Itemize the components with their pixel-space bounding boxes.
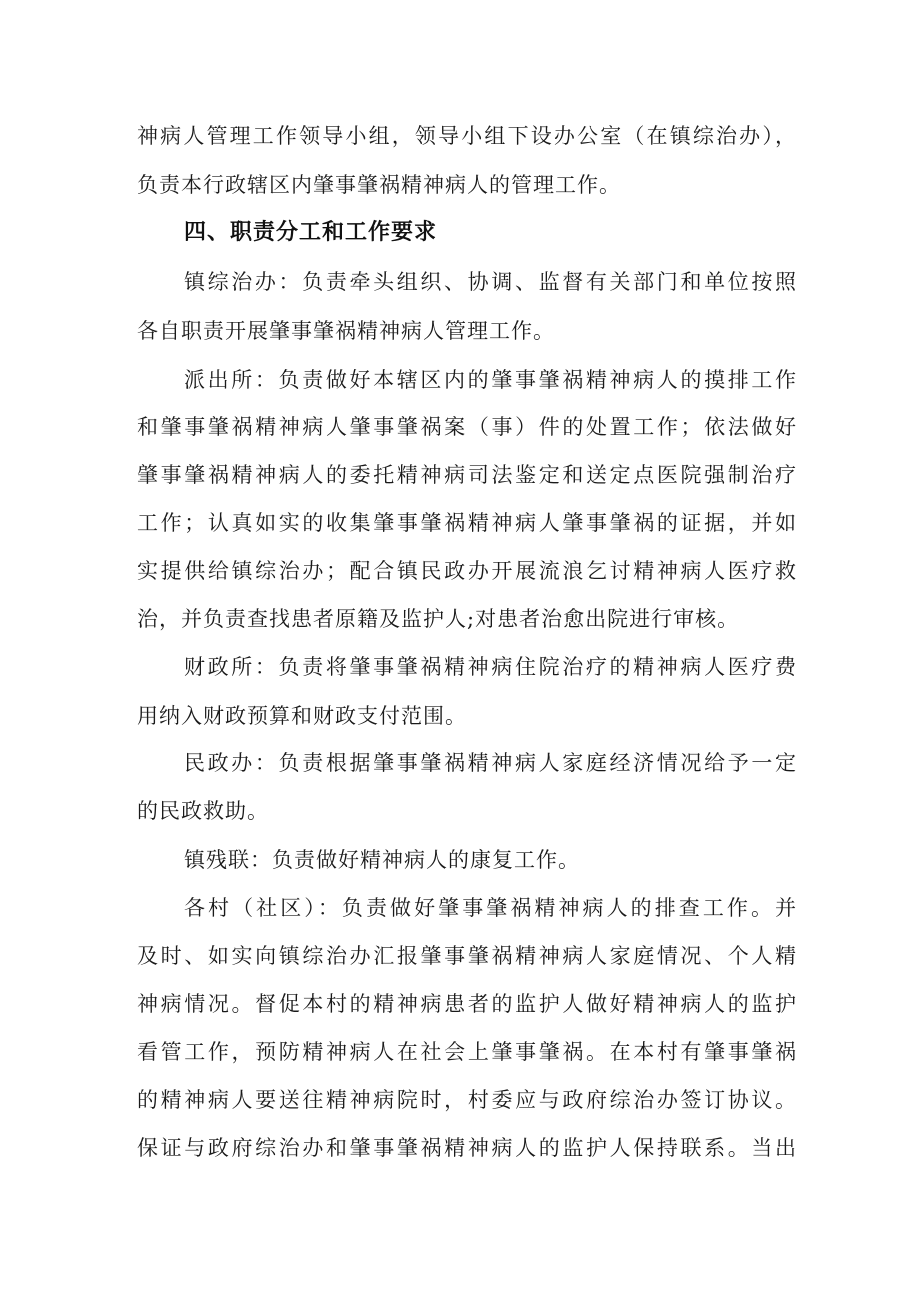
paragraph-4-line-2: 的民政救助。 (137, 799, 269, 823)
section-heading: 四、职责分工和工作要求 (184, 220, 438, 245)
intro-line-2: 负责本行政辖区内肇事肇祸精神病人的管理工作。 (137, 173, 621, 197)
paragraph-2-line-2: 和肇事肇祸精神病人肇事肇祸案（事）件的处置工作；依法做好 (137, 415, 797, 439)
paragraph-2-line-3: 肇事肇祸精神病人的委托精神病司法鉴定和送定点医院强制治疗 (137, 463, 797, 487)
paragraph-6-line-4: 看管工作，预防精神病人在社会上肇事肇祸。在本村有肇事肇祸 (137, 1040, 797, 1064)
paragraph-6-line-5: 的精神病人要送往精神病院时，村委应与政府综治办签订协议。 (137, 1088, 797, 1112)
paragraph-2-line-5: 实提供给镇综治办；配合镇民政办开展流浪乞讨精神病人医疗救 (137, 559, 797, 583)
paragraph-3-line-2: 用纳入财政预算和财政支付范围。 (137, 704, 467, 728)
intro-line-1: 神病人管理工作领导小组，领导小组下设办公室（在镇综治办）， (137, 124, 797, 148)
paragraph-6-line-1: 各村（社区）：负责做好肇事肇祸精神病人的排查工作。并 (184, 896, 797, 920)
paragraph-2-line-1: 派出所：负责做好本辖区内的肇事肇祸精神病人的摸排工作 (184, 368, 797, 392)
paragraph-5-line-1: 镇残联：负责做好精神病人的康复工作。 (184, 848, 580, 872)
paragraph-6-line-6: 保证与政府综治办和肇事肇祸精神病人的监护人保持联系。当出 (137, 1136, 797, 1160)
paragraph-2-line-6: 治，并负责查找患者原籍及监护人;对患者治愈出院进行审核。 (137, 607, 740, 631)
paragraph-1-line-2: 各自职责开展肇事肇祸精神病人管理工作。 (137, 319, 555, 343)
paragraph-6-line-2: 及时、如实向镇综治办汇报肇事肇祸精神病人家庭情况、个人精 (137, 944, 797, 968)
paragraph-1-line-1: 镇综治办：负责牵头组织、协调、监督有关部门和单位按照 (184, 270, 797, 294)
paragraph-2-line-4: 工作；认真如实的收集肇事肇祸精神病人肇事肇祸的证据，并如 (137, 511, 797, 535)
paragraph-6-line-3: 神病情况。督促本村的精神病患者的监护人做好精神病人的监护 (137, 992, 797, 1016)
paragraph-4-line-1: 民政办：负责根据肇事肇祸精神病人家庭经济情况给予一定 (184, 751, 797, 775)
paragraph-3-line-1: 财政所：负责将肇事肇祸精神病住院治疗的精神病人医疗费 (184, 655, 797, 679)
